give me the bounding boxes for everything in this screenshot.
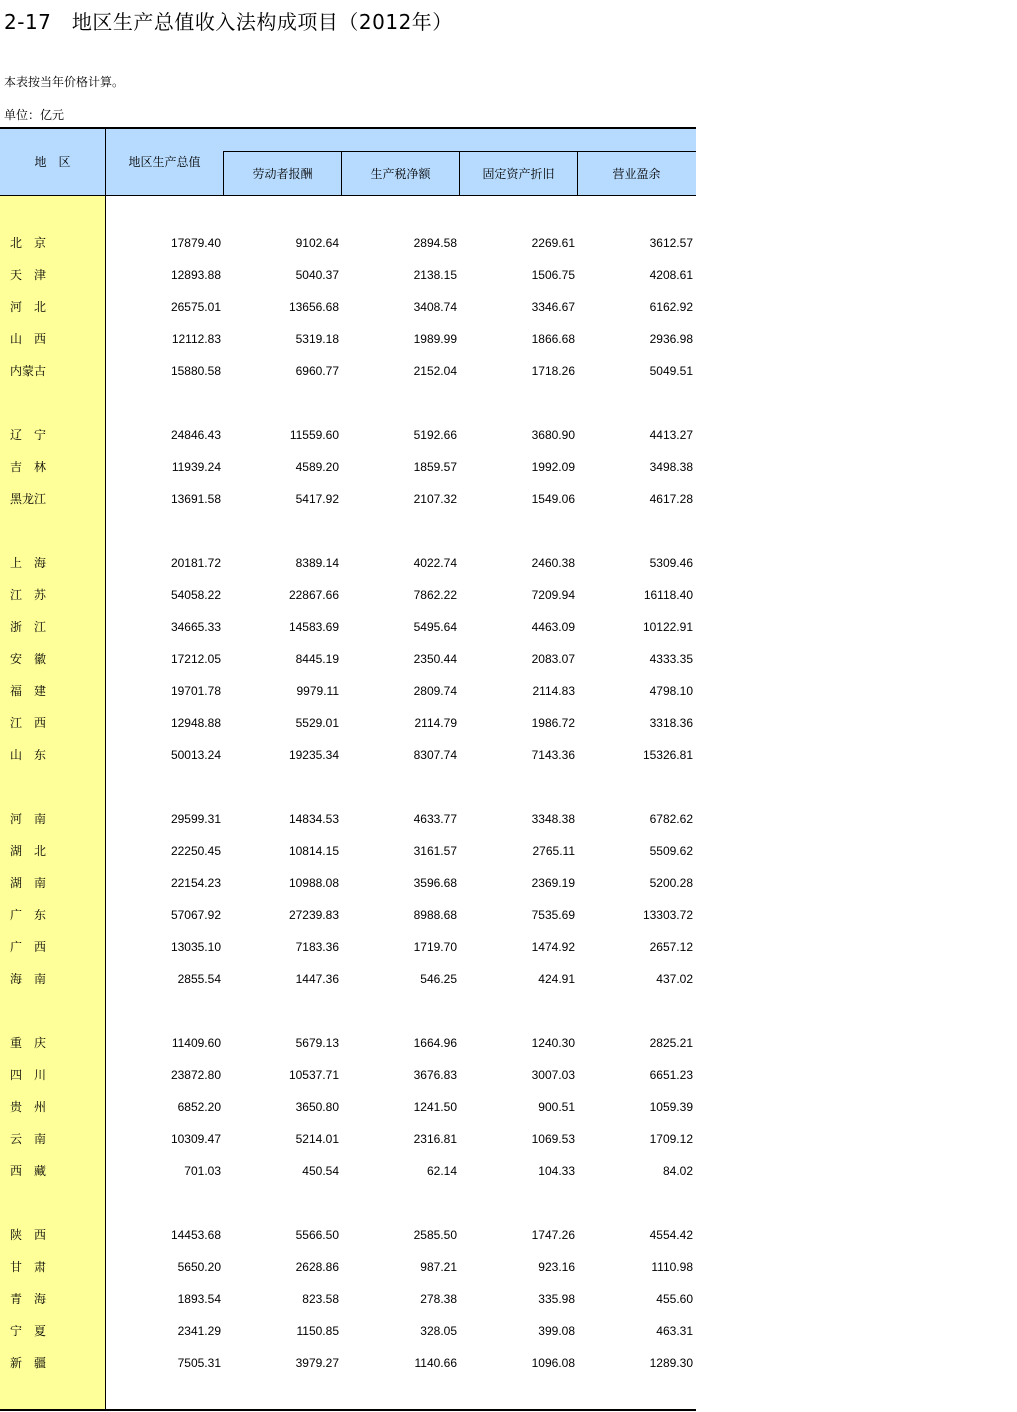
labor-value: 9102.64 (295, 236, 339, 250)
tax-value: 2114.79 (414, 716, 457, 730)
labor-value: 9979.11 (296, 684, 339, 698)
region-name: 湖 南 (10, 876, 47, 890)
gdp-value: 13691.58 (170, 492, 221, 506)
depreciation-value: 1549.06 (531, 492, 575, 506)
tax-value: 1719.70 (413, 940, 457, 954)
gdp-value: 23872.80 (170, 1068, 221, 1082)
surplus-value: 2936.98 (649, 332, 693, 346)
gdp-value: 2855.54 (177, 972, 221, 986)
labor-value: 8445.19 (295, 652, 339, 666)
region-name: 河 南 (10, 812, 47, 826)
table-bottom-rule (0, 1409, 696, 1411)
region-name: 上 海 (10, 556, 47, 570)
gdp-value: 19701.78 (170, 684, 221, 698)
tax-value: 278.38 (420, 1292, 457, 1306)
surplus-value: 4208.61 (649, 268, 693, 282)
tax-value: 1241.50 (413, 1100, 457, 1114)
gdp-value: 7505.31 (177, 1356, 221, 1370)
surplus-value: 15326.81 (642, 748, 693, 762)
depreciation-value: 7143.36 (531, 748, 575, 762)
table-row (0, 1091, 696, 1123)
region-name: 宁 夏 (10, 1324, 47, 1338)
surplus-value: 4798.10 (649, 684, 693, 698)
table-row (0, 1283, 696, 1315)
table-row (0, 835, 696, 867)
table-row (0, 1251, 696, 1283)
gdp-value: 20181.72 (170, 556, 221, 570)
table-row (0, 803, 696, 835)
labor-value: 19235.34 (288, 748, 339, 762)
surplus-value: 437.02 (656, 972, 693, 986)
gdp-value: 17212.05 (170, 652, 221, 666)
labor-value: 10537.71 (288, 1068, 339, 1082)
tax-value: 2107.32 (413, 492, 457, 506)
surplus-value: 463.31 (656, 1324, 693, 1338)
region-name: 安 徽 (10, 652, 47, 666)
surplus-value: 10122.91 (642, 620, 693, 634)
table-row (0, 739, 696, 771)
region-name: 福 建 (10, 684, 47, 698)
depreciation-value: 2114.83 (532, 684, 575, 698)
depreciation-value: 3680.90 (531, 428, 575, 442)
table-row (0, 675, 696, 707)
region-name: 浙 江 (10, 620, 47, 634)
gdp-value: 14453.68 (170, 1228, 221, 1242)
tax-value: 5495.64 (413, 620, 457, 634)
region-name: 贵 州 (10, 1100, 47, 1114)
surplus-value: 4413.27 (649, 428, 693, 442)
surplus-value: 5309.46 (649, 556, 693, 570)
surplus-value: 1709.12 (649, 1132, 693, 1146)
gdp-value: 5650.20 (177, 1260, 221, 1274)
table-row (0, 1123, 696, 1155)
surplus-value: 5509.62 (649, 844, 693, 858)
header-net-production-tax: 生产税净额 (370, 167, 431, 181)
surplus-value: 2825.21 (649, 1036, 693, 1050)
labor-value: 5417.92 (295, 492, 339, 506)
surplus-value: 2657.12 (649, 940, 693, 954)
labor-value: 5529.01 (295, 716, 339, 730)
table-row (0, 1059, 696, 1091)
table-note: 本表按当年价格计算。 (4, 75, 125, 89)
gdp-value: 24846.43 (170, 428, 221, 442)
surplus-value: 5049.51 (649, 364, 693, 378)
gdp-value: 17879.40 (170, 236, 221, 250)
depreciation-value: 1240.30 (531, 1036, 575, 1050)
depreciation-value: 1718.26 (531, 364, 575, 378)
region-name: 吉 林 (10, 460, 47, 474)
gdp-value: 54058.22 (170, 588, 221, 602)
labor-value: 823.58 (302, 1292, 339, 1306)
tax-value: 2152.04 (413, 364, 457, 378)
tax-value: 5192.66 (413, 428, 457, 442)
tax-value: 1664.96 (413, 1036, 457, 1050)
region-name: 江 苏 (10, 588, 47, 602)
gdp-value: 10309.47 (170, 1132, 221, 1146)
depreciation-value: 399.08 (538, 1324, 575, 1338)
table-row (0, 419, 696, 451)
depreciation-value: 335.98 (538, 1292, 575, 1306)
tax-value: 3161.57 (413, 844, 457, 858)
depreciation-value: 7535.69 (531, 908, 575, 922)
gdp-value: 50013.24 (170, 748, 221, 762)
tax-value: 2894.58 (413, 236, 457, 250)
gdp-value: 1893.54 (177, 1292, 221, 1306)
table-row (0, 899, 696, 931)
depreciation-value: 7209.94 (531, 588, 575, 602)
surplus-value: 4554.42 (649, 1228, 693, 1242)
surplus-value: 4333.35 (649, 652, 693, 666)
table-row (0, 963, 696, 995)
labor-value: 450.54 (302, 1164, 339, 1178)
labor-value: 1447.36 (295, 972, 339, 986)
depreciation-value: 1069.53 (531, 1132, 575, 1146)
region-name: 青 海 (10, 1292, 47, 1306)
depreciation-value: 1474.92 (531, 940, 575, 954)
tax-value: 8988.68 (413, 908, 457, 922)
depreciation-value: 2765.11 (532, 844, 575, 858)
labor-value: 10814.15 (288, 844, 339, 858)
gdp-value: 11409.60 (171, 1036, 221, 1050)
tax-value: 3676.83 (413, 1068, 457, 1082)
depreciation-value: 104.33 (538, 1164, 575, 1178)
tax-value: 987.21 (420, 1260, 457, 1274)
region-name: 山 东 (10, 748, 47, 762)
region-name: 河 北 (10, 300, 47, 314)
tax-value: 62.14 (426, 1164, 457, 1178)
gdp-value: 29599.31 (170, 812, 221, 826)
header-operating-surplus: 营业盈余 (612, 167, 661, 181)
table-row (0, 1347, 696, 1379)
region-name: 辽 宁 (10, 428, 47, 442)
table-row (0, 611, 696, 643)
surplus-value: 3498.38 (649, 460, 693, 474)
depreciation-value: 3348.38 (531, 812, 575, 826)
table-row (0, 323, 696, 355)
tax-value: 1140.66 (414, 1356, 457, 1370)
labor-value: 5040.37 (295, 268, 339, 282)
surplus-value: 16118.40 (643, 588, 693, 602)
labor-value: 4589.20 (295, 460, 339, 474)
surplus-value: 13303.72 (642, 908, 693, 922)
header-labor-compensation: 劳动者报酬 (252, 167, 313, 181)
surplus-value: 84.02 (662, 1164, 693, 1178)
labor-value: 2628.86 (295, 1260, 339, 1274)
table-row (0, 547, 696, 579)
page-title: 2-17 地区生产总值收入法构成项目（2012年） (4, 10, 453, 34)
tax-value: 328.05 (420, 1324, 457, 1338)
labor-value: 5214.01 (295, 1132, 339, 1146)
depreciation-value: 2083.07 (531, 652, 575, 666)
gdp-value: 6852.20 (177, 1100, 221, 1114)
surplus-value: 1059.39 (649, 1100, 693, 1114)
depreciation-value: 3346.67 (531, 300, 575, 314)
labor-value: 8389.14 (295, 556, 339, 570)
tax-value: 3408.74 (413, 300, 457, 314)
tax-value: 3596.68 (413, 876, 457, 890)
region-name: 四 川 (10, 1068, 47, 1082)
surplus-value: 1110.98 (651, 1260, 693, 1274)
depreciation-value: 923.16 (538, 1260, 575, 1274)
region-name: 新 疆 (10, 1356, 47, 1370)
labor-value: 10988.08 (288, 876, 339, 890)
table-row (0, 867, 696, 899)
labor-value: 5319.18 (295, 332, 339, 346)
tax-value: 2350.44 (413, 652, 457, 666)
depreciation-value: 3007.03 (531, 1068, 575, 1082)
labor-value: 14834.53 (288, 812, 339, 826)
tax-value: 8307.74 (413, 748, 457, 762)
region-name: 山 西 (10, 332, 47, 346)
region-name: 云 南 (10, 1132, 47, 1146)
table-row (0, 1219, 696, 1251)
region-name: 天 津 (10, 268, 47, 282)
table-row (0, 291, 696, 323)
gdp-value: 12948.88 (170, 716, 221, 730)
data-table (0, 127, 696, 1410)
region-name: 海 南 (10, 972, 47, 986)
tax-value: 2316.81 (413, 1132, 457, 1146)
tax-value: 4633.77 (413, 812, 457, 826)
tax-value: 546.25 (420, 972, 457, 986)
tax-value: 1859.57 (413, 460, 457, 474)
region-name: 陕 西 (10, 1228, 47, 1242)
table-row (0, 451, 696, 483)
surplus-value: 6162.92 (649, 300, 693, 314)
region-name: 重 庆 (10, 1036, 47, 1050)
table-row (0, 1027, 696, 1059)
surplus-value: 1289.30 (649, 1356, 693, 1370)
labor-value: 13656.68 (288, 300, 339, 314)
labor-value: 7183.36 (295, 940, 339, 954)
gdp-value: 57067.92 (170, 908, 221, 922)
depreciation-value: 1506.75 (531, 268, 575, 282)
table-row (0, 579, 696, 611)
header-depreciation: 固定资产折旧 (482, 167, 555, 181)
surplus-value: 3612.57 (649, 236, 693, 250)
table-row (0, 259, 696, 291)
labor-value: 22867.66 (288, 588, 339, 602)
region-name: 江 西 (10, 716, 47, 730)
tax-value: 7862.22 (413, 588, 457, 602)
region-name: 内蒙古 (10, 364, 47, 378)
labor-value: 3979.27 (295, 1356, 339, 1370)
gdp-value: 13035.10 (170, 940, 221, 954)
header-gdp: 地区生产总值 (128, 155, 201, 169)
gdp-value: 22250.45 (170, 844, 221, 858)
gdp-value: 12893.88 (170, 268, 221, 282)
depreciation-value: 1992.09 (531, 460, 575, 474)
gdp-value: 701.03 (184, 1164, 221, 1178)
depreciation-value: 1096.08 (531, 1356, 575, 1370)
gdp-value: 12112.83 (171, 332, 221, 346)
tax-value: 2585.50 (413, 1228, 457, 1242)
labor-value: 14583.69 (288, 620, 339, 634)
labor-value: 5566.50 (295, 1228, 339, 1242)
depreciation-value: 424.91 (538, 972, 575, 986)
surplus-value: 6782.62 (649, 812, 693, 826)
depreciation-value: 1866.68 (531, 332, 575, 346)
region-name: 西 藏 (10, 1164, 47, 1178)
region-name: 北 京 (10, 236, 47, 250)
labor-value: 11559.60 (289, 428, 339, 442)
tax-value: 2809.74 (413, 684, 457, 698)
table-row (0, 355, 696, 387)
depreciation-value: 900.51 (538, 1100, 575, 1114)
tax-value: 1989.99 (413, 332, 457, 346)
depreciation-value: 1747.26 (531, 1228, 575, 1242)
table-row (0, 1155, 696, 1187)
table-row (0, 483, 696, 515)
gdp-value: 15880.58 (170, 364, 221, 378)
surplus-value: 6651.23 (649, 1068, 693, 1082)
gdp-value: 11939.24 (171, 460, 221, 474)
labor-value: 1150.85 (296, 1324, 339, 1338)
region-name: 甘 肃 (10, 1260, 47, 1274)
surplus-value: 5200.28 (649, 876, 693, 890)
gdp-value: 22154.23 (170, 876, 221, 890)
header-region: 地 区 (34, 155, 71, 169)
surplus-value: 455.60 (656, 1292, 693, 1306)
gdp-value: 26575.01 (170, 300, 221, 314)
depreciation-value: 2460.38 (531, 556, 575, 570)
region-name: 黑龙江 (10, 492, 47, 506)
tax-value: 2138.15 (413, 268, 457, 282)
table-row (0, 643, 696, 675)
unit-label: 单位：亿元 (4, 108, 65, 122)
surplus-value: 3318.36 (649, 716, 693, 730)
depreciation-value: 2369.19 (531, 876, 575, 890)
depreciation-value: 4463.09 (531, 620, 575, 634)
labor-value: 27239.83 (288, 908, 339, 922)
labor-value: 5679.13 (295, 1036, 339, 1050)
table-row (0, 1315, 696, 1347)
gdp-value: 2341.29 (177, 1324, 221, 1338)
table-row (0, 707, 696, 739)
gdp-value: 34665.33 (170, 620, 221, 634)
tax-value: 4022.74 (413, 556, 457, 570)
table-row (0, 227, 696, 259)
labor-value: 6960.77 (295, 364, 339, 378)
depreciation-value: 2269.61 (531, 236, 575, 250)
labor-value: 3650.80 (295, 1100, 339, 1114)
region-name: 广 西 (10, 940, 47, 954)
depreciation-value: 1986.72 (531, 716, 575, 730)
region-name: 湖 北 (10, 844, 47, 858)
surplus-value: 4617.28 (649, 492, 693, 506)
region-name: 广 东 (10, 908, 47, 922)
table-row (0, 931, 696, 963)
